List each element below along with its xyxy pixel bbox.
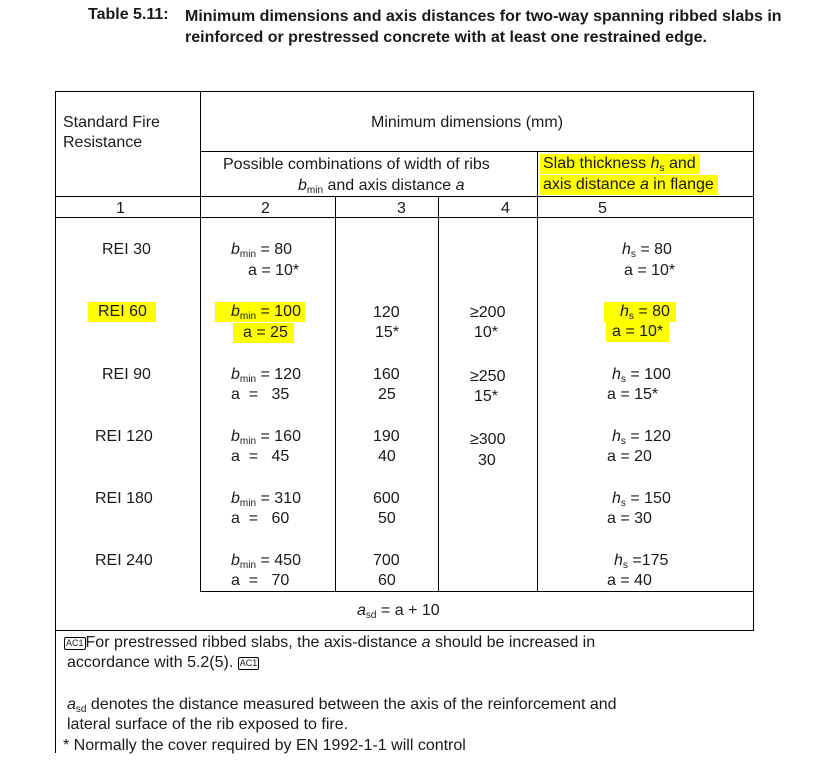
note-prestressed-line2: accordance with 5.2(5). AC1	[67, 654, 258, 671]
row-col4-value1: ≥200	[470, 304, 506, 321]
row-slab-hs: $h_s = 120$	[612, 428, 671, 447]
row-col4-value2: 15*	[474, 388, 499, 405]
row-slab-a: a = 10*	[606, 322, 669, 342]
row-col3-value1: 160	[373, 366, 400, 383]
row-col4-value2: 30	[478, 452, 496, 469]
row-slab-hs: $h_s = 80$	[622, 241, 672, 260]
row-slab-hs: $h_s = 150$	[612, 490, 671, 509]
row-axis-distance: a = 45	[231, 448, 290, 465]
row-rei-label: REI 90	[102, 366, 151, 383]
table-border-right	[753, 91, 754, 631]
row-col3-value1: 700	[373, 552, 400, 569]
column-number-1: 1	[116, 200, 125, 217]
column-number-3: 3	[397, 200, 406, 217]
body-bottom-divider	[200, 591, 754, 592]
row-slab-hs: $h_s = 100$	[612, 366, 671, 385]
header-slab-thickness-line2: axis distance a in flange	[540, 175, 718, 195]
amendment-tag-icon: AC1	[66, 638, 84, 648]
table-border-top	[55, 91, 754, 92]
column-divider-4	[537, 151, 538, 592]
row-slab-a: a = 30	[607, 510, 652, 527]
column-number-5: 5	[598, 200, 607, 217]
row-slab-a: a = 20	[607, 448, 652, 465]
row-bmin: $b_{min} = 120$	[231, 366, 301, 385]
row-bmin: $b_{min} = 310$	[231, 490, 301, 509]
table-border-left	[55, 91, 56, 753]
header-ribs-line2: $b_{min}$ and axis distance a	[298, 177, 465, 196]
column-number-2: 2	[261, 200, 270, 217]
note-asd-line2: lateral surface of the rib exposed to fire.	[67, 716, 349, 733]
column-divider-3	[438, 196, 439, 592]
note-prestressed-line1: AC1 For prestressed ribbed slabs, the axis-distance a should be increased in	[66, 634, 596, 651]
row-axis-distance: a = 10*	[248, 262, 300, 279]
row-rei-label: REI 180	[95, 490, 153, 507]
row-slab-hs: $h_s =175$	[614, 552, 669, 571]
row-rei-label: REI 120	[95, 428, 153, 445]
header-divider-1	[200, 151, 754, 152]
row-col3-value2: 40	[378, 448, 396, 465]
table-caption-number: Table 5.11:	[88, 6, 169, 23]
row-col3-value2: 50	[378, 510, 396, 527]
row-slab-hs: $h_s = 80$	[604, 302, 676, 322]
note-normal-cover: * Normally the cover required by EN 1992-1-1 will control	[63, 737, 466, 754]
row-axis-distance: a = 60	[231, 510, 290, 527]
row-rei-label: REI 60	[88, 302, 156, 322]
row-col3-value1: 600	[373, 490, 400, 507]
note-asd-line1: $a_{sd}$ denotes the distance measured between the axis of the reinforcement and	[67, 696, 617, 715]
row-col3-value1: 120	[373, 304, 400, 321]
row-col4-value1: ≥300	[470, 431, 506, 448]
row-bmin: $b_{min} = 450$	[231, 552, 301, 571]
header-divider-2	[55, 196, 754, 197]
row-col3-value1: 190	[373, 428, 400, 445]
table-caption-text: Minimum dimensions and axis distances for two-way spanning ribbed slabs in reinforced or prestressed concrete with at least one restrained edge.	[185, 8, 782, 46]
row-axis-distance: a = 70	[231, 572, 290, 589]
row-col4-value2: 10*	[474, 324, 499, 341]
header-ribs-line1: Possible combinations of width of ribs	[223, 156, 490, 173]
row-slab-a: a = 40	[607, 572, 652, 589]
column-number-4: 4	[501, 200, 510, 217]
asd-row-bottom-divider	[55, 630, 754, 631]
row-rei-label: REI 240	[95, 552, 153, 569]
header-standard-fire-resistance: Standard Fire Resistance	[63, 114, 160, 151]
row-slab-a: a = 10*	[624, 262, 676, 279]
row-bmin: $b_{min} = 80$	[231, 241, 293, 260]
row-axis-distance: a = 35	[231, 386, 290, 403]
header-minimum-dimensions: Minimum dimensions (mm)	[371, 114, 564, 131]
column-divider-1	[200, 91, 201, 592]
asd-formula: $a_{sd} = a + 10$	[357, 602, 440, 621]
row-col3-value2: 60	[378, 572, 396, 589]
row-slab-a: a = 15*	[607, 386, 659, 403]
row-bmin: $b_{min} = 100$	[215, 302, 305, 322]
row-col4-value1: ≥250	[470, 368, 506, 385]
row-axis-distance: a = 25	[233, 323, 294, 343]
row-bmin: $b_{min} = 160$	[231, 428, 301, 447]
row-rei-label: REI 30	[102, 241, 151, 258]
amendment-tag-end-icon: AC1	[239, 658, 258, 668]
row-col3-value2: 15*	[375, 324, 400, 341]
header-slab-thickness-line1: Slab thickness $h_s$ and	[540, 154, 700, 174]
row-col3-value2: 25	[378, 386, 396, 403]
column-divider-2	[335, 196, 336, 592]
